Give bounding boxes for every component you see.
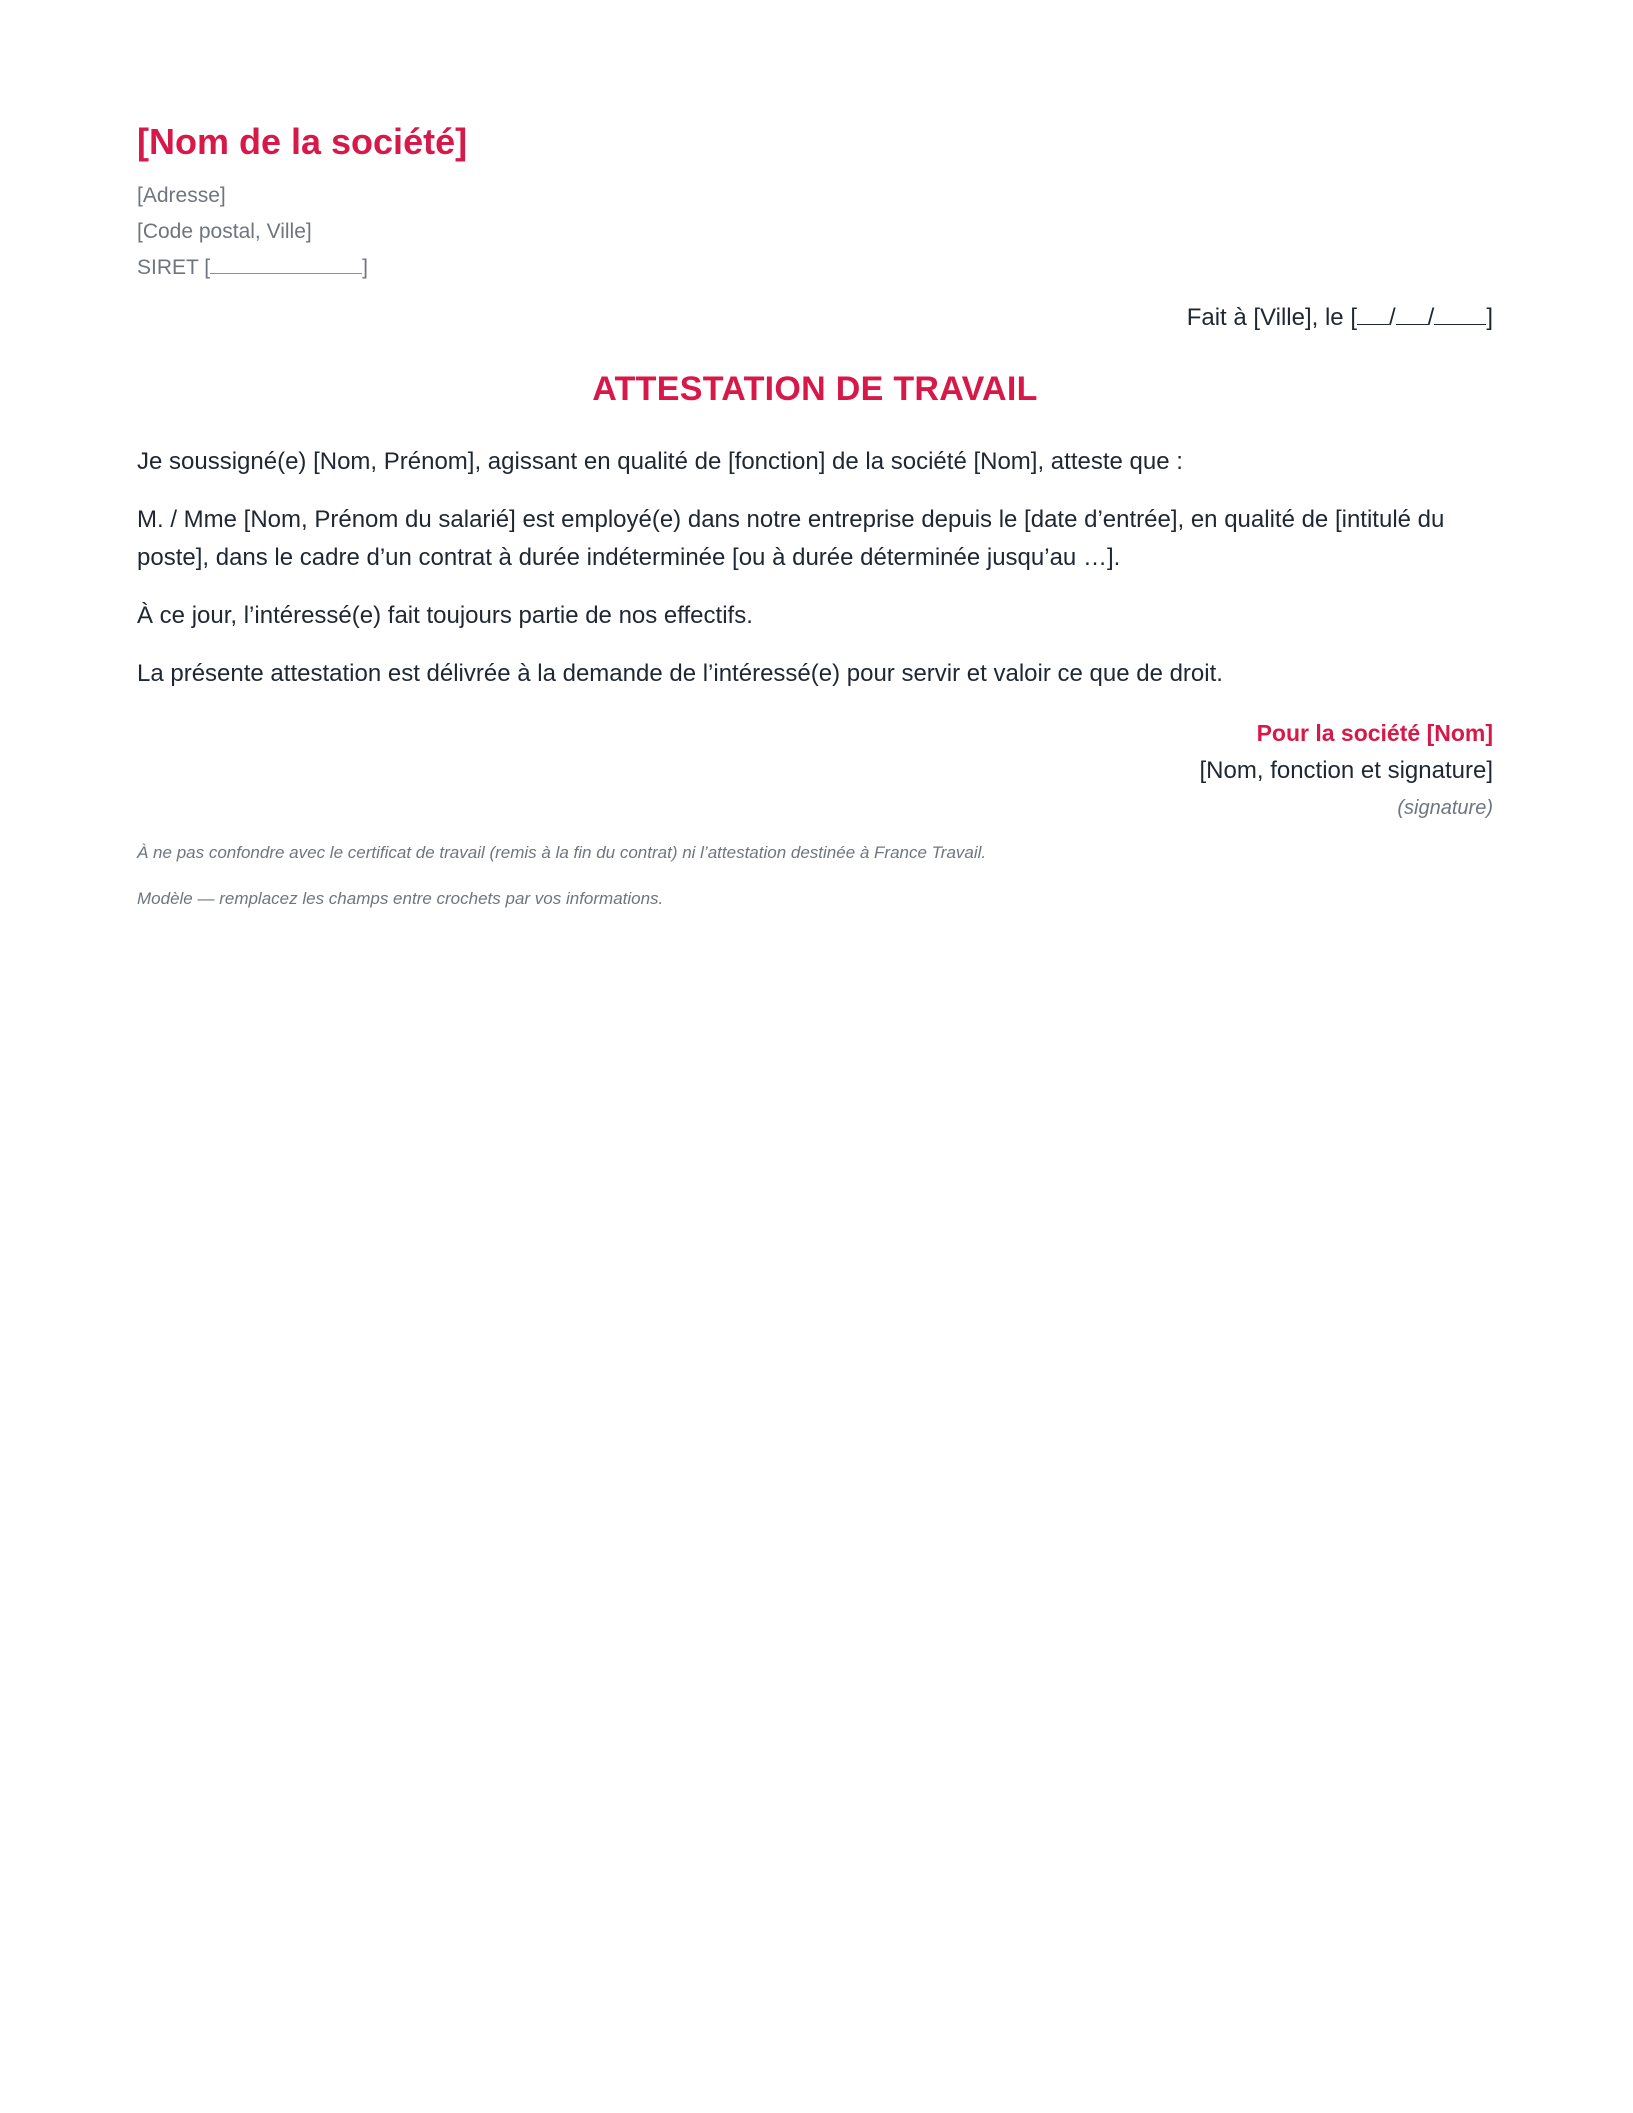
footnote-template: Modèle — remplacez les champs entre crochets par vos informations. <box>137 889 664 908</box>
signature-name-function: [Nom, fonction et signature] <box>1199 757 1493 784</box>
date-line <box>137 300 1493 336</box>
signature-label: (signature) <box>1397 797 1493 819</box>
date-month-blank <box>1396 302 1428 325</box>
date-suffix: ] <box>1486 304 1493 331</box>
date-prefix: Fait à [Ville], le [ <box>1186 304 1357 331</box>
footnote-warning: À ne pas confondre avec le certificat de travail (remis à la fin du contrat) ni l’attestation destinée à France Travail. <box>137 843 987 862</box>
siret-blank <box>210 253 362 274</box>
date-year-blank <box>1434 302 1486 325</box>
body-paragraph-4: La présente attestation est délivrée à la demande de l’intéressé(e) pour servir et valoir ce que de droit. <box>137 660 1223 687</box>
company-postal-city: [Code postal, Ville] <box>137 220 312 243</box>
document-title: ATTESTATION DE TRAVAIL <box>592 370 1038 408</box>
body-paragraph-1: Je soussigné(e) [Nom, Prénom], agissant en qualité de [fonction] de la société [Nom], atteste que : <box>137 448 1183 475</box>
date-sep-2: / <box>1427 304 1435 331</box>
body-paragraph-2: M. / Mme [Nom, Prénom du salarié] est employé(e) dans notre entreprise depuis le [date d’entrée], en qualité de [intitulé du poste], dans le cadre d’un contrat à durée indéterminée [ou à durée déterminée jusqu’au …]. <box>137 506 1445 571</box>
body-paragraph-3: À ce jour, l’intéressé(e) fait toujours partie de nos effectifs. <box>137 602 753 629</box>
company-siret <box>137 250 1493 286</box>
date-sep-1: / <box>1388 304 1396 331</box>
document-page <box>137 120 1493 913</box>
signature-company: Pour la société [Nom] <box>1256 720 1493 746</box>
signature-block <box>137 715 1493 825</box>
company-address: [Adresse] <box>137 184 226 207</box>
siret-prefix: SIRET [ <box>137 256 211 279</box>
siret-suffix: ] <box>362 256 368 279</box>
date-day-blank <box>1357 302 1389 325</box>
company-name: [Nom de la société] <box>137 121 468 162</box>
